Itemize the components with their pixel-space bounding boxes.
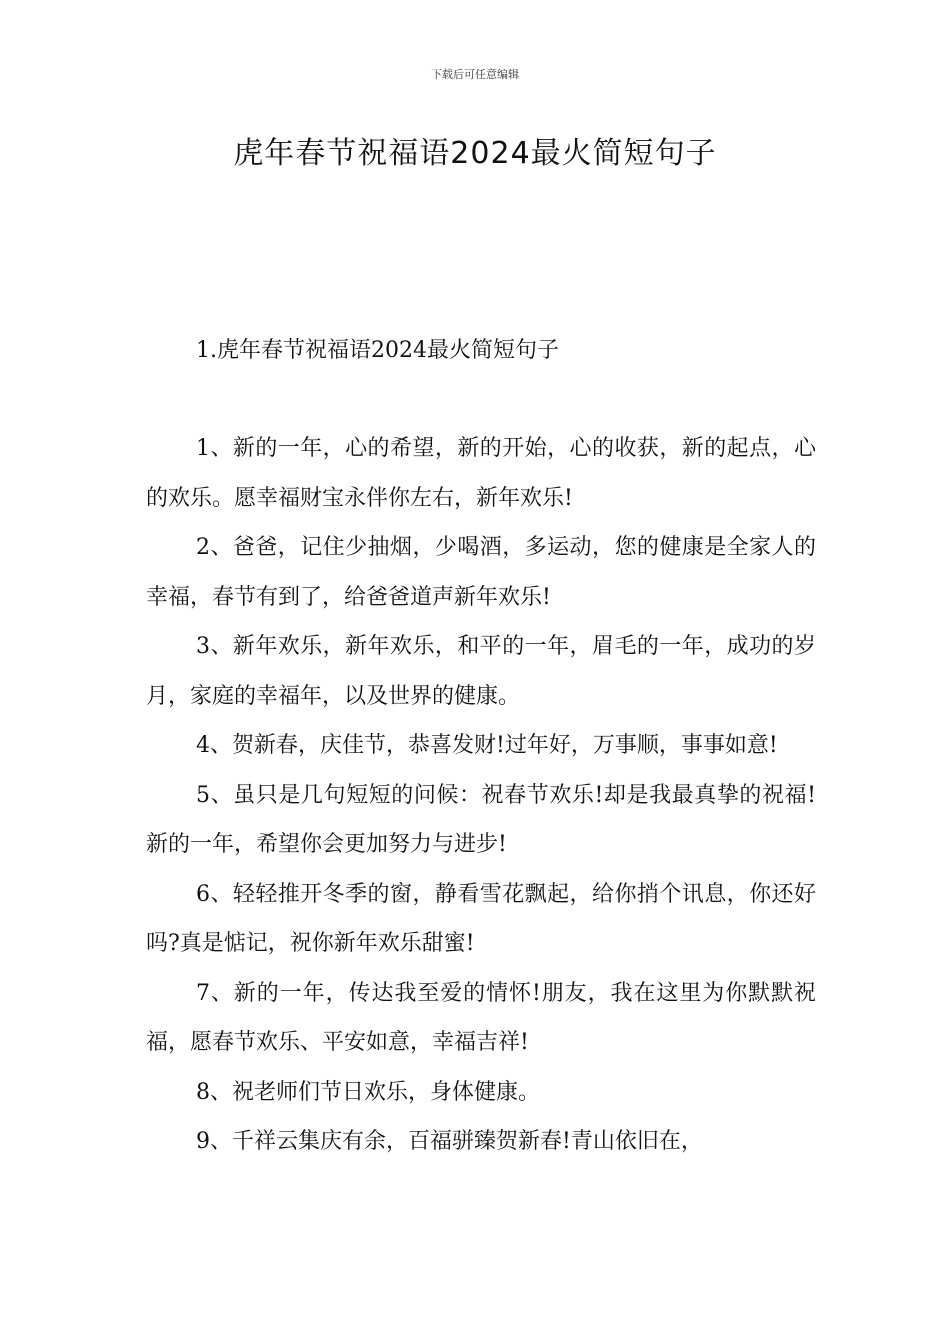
paragraph-2: 2、爸爸，记住少抽烟，少喝酒，多运动，您的健康是全家人的幸福，春节有到了，给爸爸道声新年欢乐! (146, 535, 816, 610)
paragraph-5: 5、虽只是几句短短的问候：祝春节欢乐!却是我最真挚的祝福!新的一年，希望你会更加努力与进步! (146, 782, 816, 857)
paragraph-3: 3、新年欢乐，新年欢乐，和平的一年，眉毛的一年，成功的岁月，家庭的幸福年，以及世界的健康。 (146, 634, 816, 709)
section-heading: 1.虎年春节祝福语2024最火简短句子 (196, 338, 559, 363)
paragraph-1: 1、新的一年，心的希望，新的开始，心的收获，新的起点，心的欢乐。愿幸福财宝永伴你左右，新年欢乐! (146, 436, 816, 511)
paragraph-4: 4、贺新春，庆佳节，恭喜发财!过年好，万事顺，事事如意! (196, 733, 778, 758)
header-note: 下载后可任意编辑 (431, 68, 519, 81)
paragraph-6: 6、轻轻推开冬季的窗，静看雪花飘起，给你捎个讯息，你还好吗?真是惦记，祝你新年欢乐甜蜜! (146, 881, 816, 956)
document-body (146, 424, 816, 1167)
paragraph-8: 8、祝老师们节日欢乐，身体健康。 (196, 1079, 540, 1105)
paragraph-9: 9、千祥云集庆有余，百福骈臻贺新春!青山依旧在， (196, 1129, 703, 1154)
document-title: 虎年春节祝福语2024最火简短句子 (233, 136, 717, 171)
paragraph-7: 7、新的一年，传达我至爱的情怀!朋友，我在这里为你默默祝福，愿春节欢乐、平安如意，幸福吉祥! (146, 980, 816, 1055)
